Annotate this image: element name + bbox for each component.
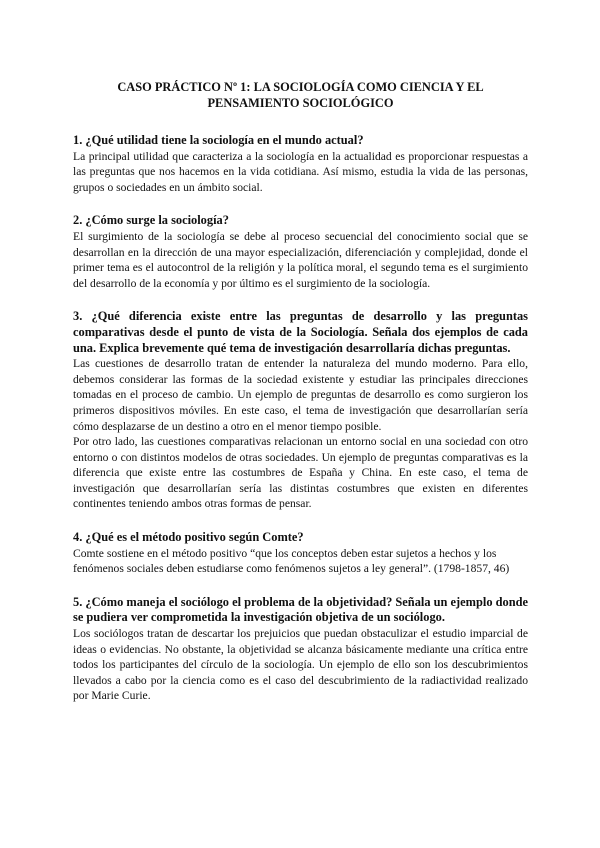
document-page: [73, 80, 528, 722]
section-4: [73, 530, 528, 577]
question-1: 1. ¿Qué utilidad tiene la sociología en el mundo actual?: [73, 133, 364, 147]
question-2: 2. ¿Cómo surge la sociología?: [73, 213, 229, 228]
answer-1-paragraph-1: La principal utilidad que caracteriza a la sociología en la actualidad es proporcionar respuestas a las preguntas que nos hacemos en la vida cotidiana. Así mismo, estudia la vida de las personas, grupos o sociedades en un ámbito social.: [73, 149, 528, 194]
question-5: 5. ¿Cómo maneja el sociólogo el problema de la objetividad? Señala un ejemplo donde se pudiera ver comprometida la investigación objetiva de un sociólogo.: [73, 594, 528, 625]
answer-3-paragraph-2: Por otro lado, las cuestiones comparativas relacionan un entorno social en una sociedad con otro entorno o con distintos modelos de otras sociedades. Un ejemplo de preguntas comparativas es la diferencia que existe entre las costumbres de España y China. En este caso, el tema de investigación que desarrollarían sería las distintas costumbres que existen en diferentes continentes teniendo ambos otras formas de pensar.: [73, 435, 528, 511]
answer-2-paragraph-1: El surgimiento de la sociología se debe al proceso secuencial del conocimiento social que se desarrollan en la dirección de una mayor especialización, diferenciación y complejidad, donde el primer tema es el autocontrol de la religión y la política moral, el segundo tema es el surgimiento del desarrollo de la economía y por último es el surgimiento de la sociología.: [73, 229, 528, 290]
section-2: [73, 213, 528, 291]
section-1: [73, 133, 528, 195]
answer-4-paragraph-1: Comte sostiene en el método positivo “que los conceptos deben estar sujetos a hechos y los fenómenos sociales deben estudiarse como fenómenos sujetos a ley general”. (1798-1857, 46): [73, 546, 510, 576]
answer-5-paragraph-1: Los sociólogos tratan de descartar los prejuicios que puedan obstaculizar el estudio imparcial de ideas o evidencias. No obstante, la objetividad se alcanza básicamente mediante una crítica entre todos los participantes del círculo de la sociología. Un ejemplo de ello son los descubrimientos llevados a cabo por la ciencia como es el caso del descubrimiento de la radiactividad realizado por Marie Curie.: [73, 627, 528, 703]
section-5: [73, 595, 528, 704]
answer-3-paragraph-1: Las cuestiones de desarrollo tratan de entender la naturaleza del mundo moderno. Para ello, debemos considerar las formas de la sociedad existente y estudiar las principales direcciones tomadas en el proceso de cambio. Un ejemplo de preguntas de desarrollo es como surgieron los primeros dispositivos móviles. En este caso, el tema de investigación que desarrollarían sería cómo desplazarse de un destino a otro en el menor tiempo posible.: [73, 357, 528, 433]
question-4: 4. ¿Qué es el método positivo según Comte?: [73, 530, 304, 545]
question-3: 3. ¿Qué diferencia existe entre las preguntas de desarrollo y las preguntas comparativas desde el punto de vista de la Sociología. Señala dos ejemplos de cada una. Explica brevemente qué tema de investigación desarrollaría dichas preguntas.: [73, 309, 528, 355]
section-3: [73, 309, 528, 512]
document-title: CASO PRÁCTICO Nº 1: LA SOCIOLOGÍA COMO CIENCIA Y EL PENSAMIENTO SOCIOLÓGICO: [117, 80, 484, 110]
